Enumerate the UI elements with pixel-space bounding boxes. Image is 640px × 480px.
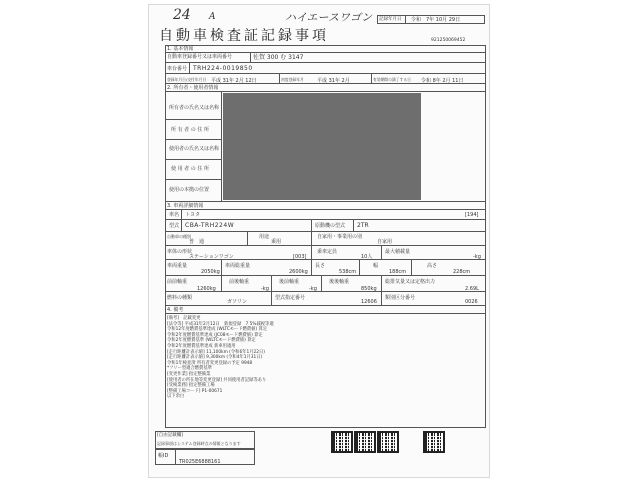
page-title: 自動車検査証記録事項 (159, 28, 329, 44)
remark-line: *フリー型適合燃費基準 (167, 366, 212, 372)
kind-value: 普 通 (189, 239, 205, 245)
first-registration-value: 平成 31年 2月 12日 (211, 78, 257, 84)
registration-number-label: 自動車登録番号又は車両番号 (167, 54, 233, 60)
document-number: 921250069452 (431, 38, 466, 43)
owner-name-label: 所有者の氏名又は名称 (169, 105, 220, 111)
base-location-label: 使用の本拠の位置 (169, 187, 210, 193)
front-axle-label: 前前軸重 (167, 279, 188, 285)
notes-text: 記録事項はシステム登録時点の情報となります (157, 441, 241, 446)
capacity-label: 乗車定員 (317, 249, 338, 255)
section3-heading: 3. 車両詳細情報 (167, 203, 204, 209)
body-code: [003] (293, 254, 307, 260)
front-rear-axle-label: 前後軸重 (229, 279, 250, 285)
maker-label: 車名 (169, 212, 180, 218)
qr-code-2 (354, 431, 376, 453)
class-number-value: 0026 (465, 299, 478, 305)
engine-label: 原動機の型式 (315, 223, 346, 229)
remark-line: 以下余白 (167, 394, 185, 400)
user-address-label: 使 用 者 の 住 所 (171, 166, 209, 172)
gross-weight-value: 2600kg (289, 269, 308, 275)
purpose-value: 自家用 (377, 239, 393, 245)
chassis-number-value: TRH224-0019850 (193, 65, 253, 72)
body-value: ステーションワゴン (189, 254, 234, 260)
qr-code-3 (377, 431, 399, 453)
kind-label: 自動車の種別 (167, 234, 191, 239)
fuel-label: 燃料の種類 (167, 295, 193, 301)
weight-value: 2050kg (201, 269, 220, 275)
redacted-owner-info (223, 93, 421, 200)
section2-heading: 2. 所有者・使用者情報 (167, 85, 219, 91)
maker-code: [194] (465, 212, 479, 218)
section4-heading: 4. 備考 (167, 307, 184, 313)
remark-line: [変更作業] 指定整備業 (167, 371, 211, 377)
record-date-label: 記録年月日 (379, 17, 402, 22)
first-year-value: 平成 31年 2月 (317, 78, 350, 84)
engine-value: 2TR (357, 222, 369, 229)
remark-line: [走行距離計表示値] 9,300km (令和4年1月31日) (167, 355, 263, 361)
max-load-value: -kg (473, 254, 481, 260)
record-date-value: 令和 7年 10月 29日 (411, 17, 461, 23)
expiry-label: 有効期間の満了する日 (373, 77, 411, 82)
handwritten-letter: A (209, 12, 216, 22)
class-number-label: 類別区分番号 (385, 295, 416, 301)
front-axle-value: 1260kg (197, 286, 216, 292)
remark-line: [使用者の所在地等変更登録] 共同使用者記録等あり (167, 377, 267, 383)
type-label: 型式 (169, 223, 180, 229)
remark-line: [整備工場コード] P1-00671 (167, 388, 223, 394)
registration-number-value: 佐賀 300 む 3147 (253, 54, 304, 61)
chassis-number-label: 車台番号 (167, 66, 188, 72)
length-value: 538cm (339, 269, 357, 275)
model-number-value: 12606 (361, 299, 377, 305)
handwritten-model: ハイエースワゴン (285, 11, 373, 24)
notes-label: [自由記載欄] (157, 433, 184, 438)
owner-address-label: 所 有 者 の 住 所 (171, 127, 209, 133)
inspection-certificate-page (148, 4, 490, 478)
qr-code-4 (423, 431, 445, 453)
capacity-value: 10人 (361, 254, 373, 260)
rear-axle-value: 850kg (361, 286, 377, 292)
expiry-value: 令和 8年 2月 11日 (421, 78, 464, 84)
remark-line: [備考] 記載変更 (167, 316, 201, 321)
displacement-label: 総排気量又は定格出力 (385, 279, 436, 285)
fuel-value: ガソリン (227, 299, 248, 305)
remark-line: [法令等] 平成31年2月12日 新規登録 7 5%減税等適 (167, 321, 274, 327)
remark-line: [受検業務] 指定整備工場 (167, 383, 215, 389)
id-label: 帳ID (158, 453, 169, 459)
remark-line: 令和1年検査済 所有者変更登録の予定 9948 (167, 360, 253, 366)
remark-line: 令和2年度燃費基準 (WLTCモード燃費値) 算定 (167, 338, 256, 344)
remark-line: 令和2年度燃費基準達成 (JC08モード燃費値) 算定 (167, 332, 263, 338)
rear-front-axle-label: 後前軸重 (279, 279, 300, 285)
rear-front-axle-value: -kg (309, 286, 317, 292)
id-value: TR025E6888161 (179, 459, 221, 465)
purpose-label: 自家用・事業用の別 (317, 234, 363, 240)
height-value: 228cm (453, 269, 471, 275)
max-load-label: 最大積載量 (385, 249, 411, 255)
displacement-value: 2.69L (465, 286, 479, 292)
maker-value: トヨタ (185, 212, 201, 218)
use-label: 用途 (259, 234, 270, 240)
width-label: 幅 (373, 263, 379, 269)
first-year-label: 初度登録年月 (281, 77, 304, 82)
section1-heading: 1. 基本情報 (167, 46, 194, 52)
user-name-label: 使用者の氏名又は名称 (169, 146, 220, 152)
rear-axle-label: 後後軸重 (329, 279, 350, 285)
gross-weight-label: 車両総重量 (225, 263, 251, 269)
weight-label: 車両重量 (167, 263, 188, 269)
type-value: CBA-TRH224W (185, 222, 235, 229)
width-value: 188cm (389, 269, 407, 275)
height-label: 高さ (427, 263, 438, 269)
remarks-block (167, 316, 367, 400)
first-registration-label: 登録年月日/交付年月日 (167, 77, 207, 82)
remark-line: 令和12年度燃費基準達成 (WLTCモード燃費値) 算定 (167, 327, 268, 333)
length-label: 長さ (315, 263, 326, 269)
body-label: 車体の形状 (167, 249, 193, 255)
qr-code-1 (331, 431, 353, 453)
model-number-label: 型式指定番号 (275, 295, 306, 301)
remark-line: 令和2年度燃費基準達成 新車用適用 (167, 343, 236, 349)
use-value: 乗用 (271, 239, 282, 245)
remark-line: [走行距離計表示値] 11,100km (令和6年1月22日) (167, 349, 265, 355)
handwritten-number: 24 (173, 7, 191, 23)
front-rear-axle-value: -kg (261, 286, 269, 292)
